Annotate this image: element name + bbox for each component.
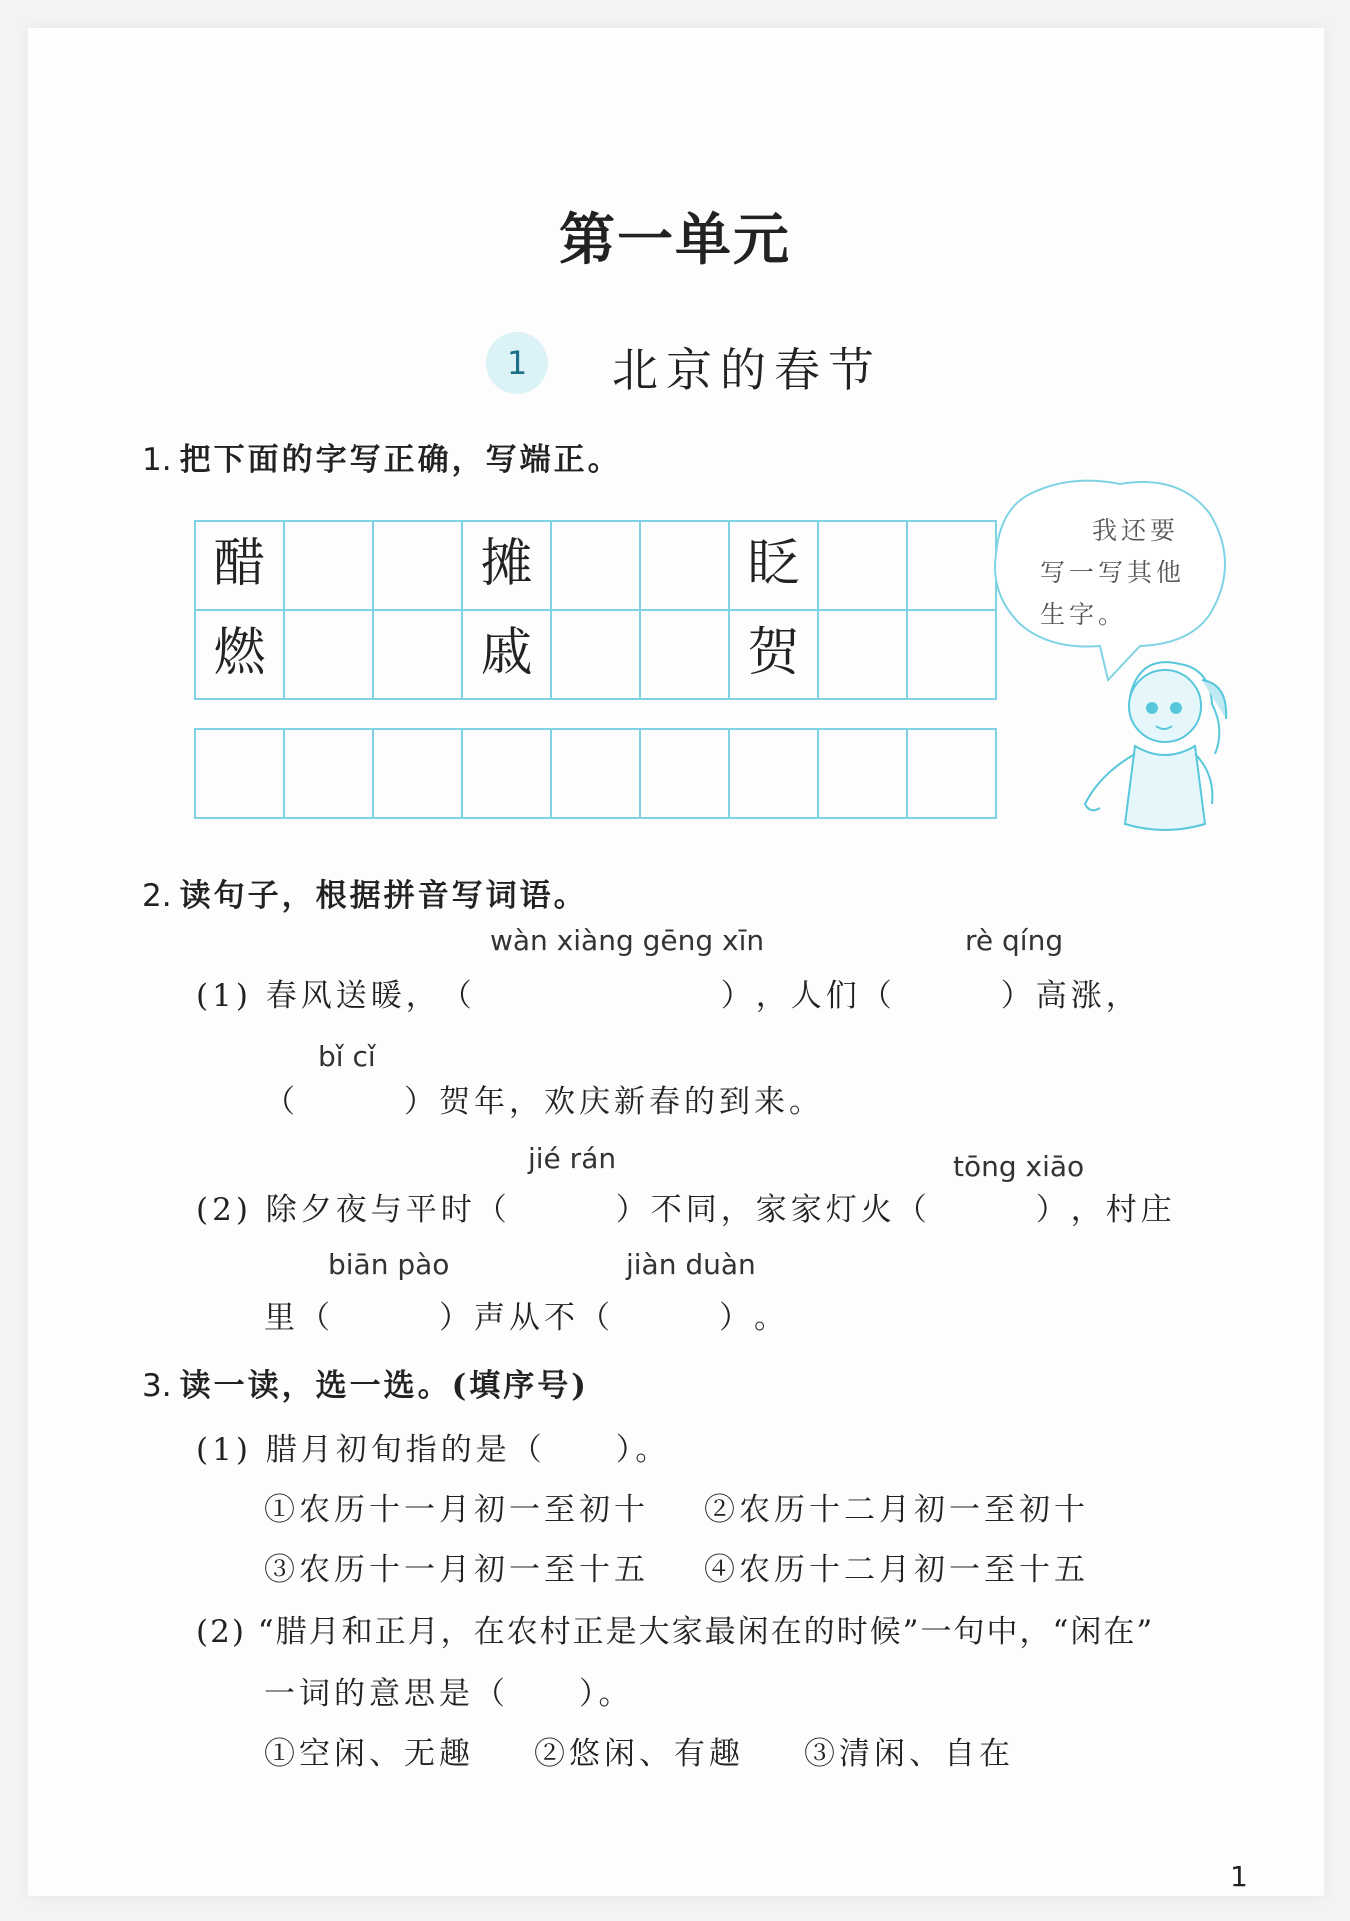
answer-blank[interactable]: （ ） (579, 1300, 754, 1336)
bubble-line-2: 写一写其他 (1040, 558, 1186, 587)
grid-cell[interactable] (552, 611, 641, 700)
girl-icon (1085, 662, 1226, 830)
pinyin-tongxiao: tōng xiāo (953, 1150, 1085, 1183)
q2-s2-number: (2) (196, 1192, 252, 1228)
grid-cell[interactable] (552, 522, 641, 611)
q3-question-2-line-2: 一词的意思是（ ）。 (264, 1676, 634, 1712)
q3-option[interactable]: ③清闲、自在 (804, 1736, 1014, 1772)
q3-option[interactable]: ①农历十一月初一至初十 (264, 1492, 649, 1528)
blank-cell[interactable] (641, 730, 730, 819)
answer-blank[interactable]: （ ） (895, 1192, 1071, 1228)
pinyin-bici: bǐ cǐ (318, 1040, 376, 1073)
q2-sentence-1-line-1: (1) 春风送暖，（ ），人们（ ）高涨， (196, 970, 1141, 1015)
q2-sentence-2-line-2: 里（ ）声从不（ ）。 (264, 1292, 789, 1337)
q3-s1-number: (1) (196, 1432, 252, 1468)
answer-blank[interactable]: （ ） (440, 978, 756, 1014)
q1-instruction: 把下面的字写正确，写端正。 (179, 442, 622, 478)
q3-heading (142, 1360, 589, 1405)
grid-cell: 醋 (196, 522, 285, 611)
q3-instruction: 读一读，选一选。(填序号) (179, 1368, 589, 1404)
blank-cell[interactable] (285, 730, 374, 819)
q3-option[interactable]: ②农历十二月初一至初十 (704, 1492, 1089, 1528)
q3-number: 3. (142, 1368, 172, 1404)
q2-number: 2. (142, 878, 172, 914)
grid-cell[interactable] (641, 611, 730, 700)
q3-question-2-line-1: (2) “腊月和正月，在农村正是大家最闲在的时候”一句中，“闲在” (196, 1614, 1155, 1650)
grid-cell[interactable] (908, 522, 997, 611)
q3-option[interactable]: ①空闲、无趣 (264, 1736, 474, 1772)
grid-cell[interactable] (285, 611, 374, 700)
blank-cell[interactable] (463, 730, 552, 819)
grid-cell[interactable] (819, 522, 908, 611)
q3-option[interactable]: ②悠闲、有趣 (534, 1736, 744, 1772)
lesson-title: 北京的春节 (612, 343, 882, 397)
grid-cell[interactable] (908, 611, 997, 700)
q2-instruction: 读句子，根据拼音写词语。 (179, 878, 588, 914)
answer-blank[interactable]: （ ） (475, 1192, 651, 1228)
q2-heading (142, 870, 588, 915)
bubble-line-1: 我还要 (1092, 516, 1180, 545)
grid-cell[interactable] (374, 611, 463, 700)
answer-blank[interactable]: （ ） (860, 978, 1036, 1014)
character-grid-filled (194, 520, 997, 700)
q2-s1-number: (1) (196, 978, 252, 1014)
q2-sentence-2-line-1: (2) 除夕夜与平时（ ）不同，家家灯火（ ），村庄 (196, 1184, 1176, 1229)
grid-cell[interactable] (819, 611, 908, 700)
grid-cell: 贺 (730, 611, 819, 700)
grid-cell: 戚 (463, 611, 552, 700)
lesson-number-badge: 1 (486, 332, 548, 394)
bubble-line-3: 生字。 (1040, 600, 1128, 629)
blank-cell[interactable] (374, 730, 463, 819)
grid-cell[interactable] (641, 522, 730, 611)
blank-cell[interactable] (730, 730, 819, 819)
character-grid-blank (194, 728, 997, 819)
grid-cell: 摊 (463, 522, 552, 611)
q3-option[interactable]: ③农历十一月初一至十五 (264, 1552, 649, 1588)
q3-option[interactable]: ④农历十二月初一至十五 (704, 1552, 1089, 1588)
grid-cell[interactable] (285, 522, 374, 611)
page-number: 1 (1230, 1860, 1248, 1893)
blank-cell[interactable] (552, 730, 641, 819)
pinyin-bianpao: biān pào (328, 1248, 450, 1281)
q2-sentence-1-line-2: （ ）贺年，欢庆新春的到来。 (264, 1076, 824, 1121)
grid-cell[interactable] (374, 522, 463, 611)
pinyin-jianduan: jiàn duàn (626, 1248, 756, 1281)
q1-number: 1. (142, 442, 172, 478)
q3-question-1: (1) 腊月初旬指的是（ ）。 (196, 1432, 671, 1468)
grid-cell: 眨 (730, 522, 819, 611)
q1-heading (142, 434, 622, 479)
unit-title: 第一单元 (559, 207, 791, 273)
answer-blank[interactable]: （ ） (299, 1300, 474, 1336)
pinyin-wanxianggengxin: wàn xiàng gēng xīn (490, 924, 765, 957)
blank-cell[interactable] (819, 730, 908, 819)
blank-cell[interactable] (908, 730, 997, 819)
pinyin-reqing: rè qíng (965, 924, 1064, 957)
answer-blank[interactable]: （ ） (264, 1084, 439, 1120)
grid-cell: 燃 (196, 611, 285, 700)
q3-s2-number: (2) (196, 1614, 246, 1650)
blank-cell[interactable] (196, 730, 285, 819)
pinyin-jieran: jié rán (528, 1142, 617, 1175)
